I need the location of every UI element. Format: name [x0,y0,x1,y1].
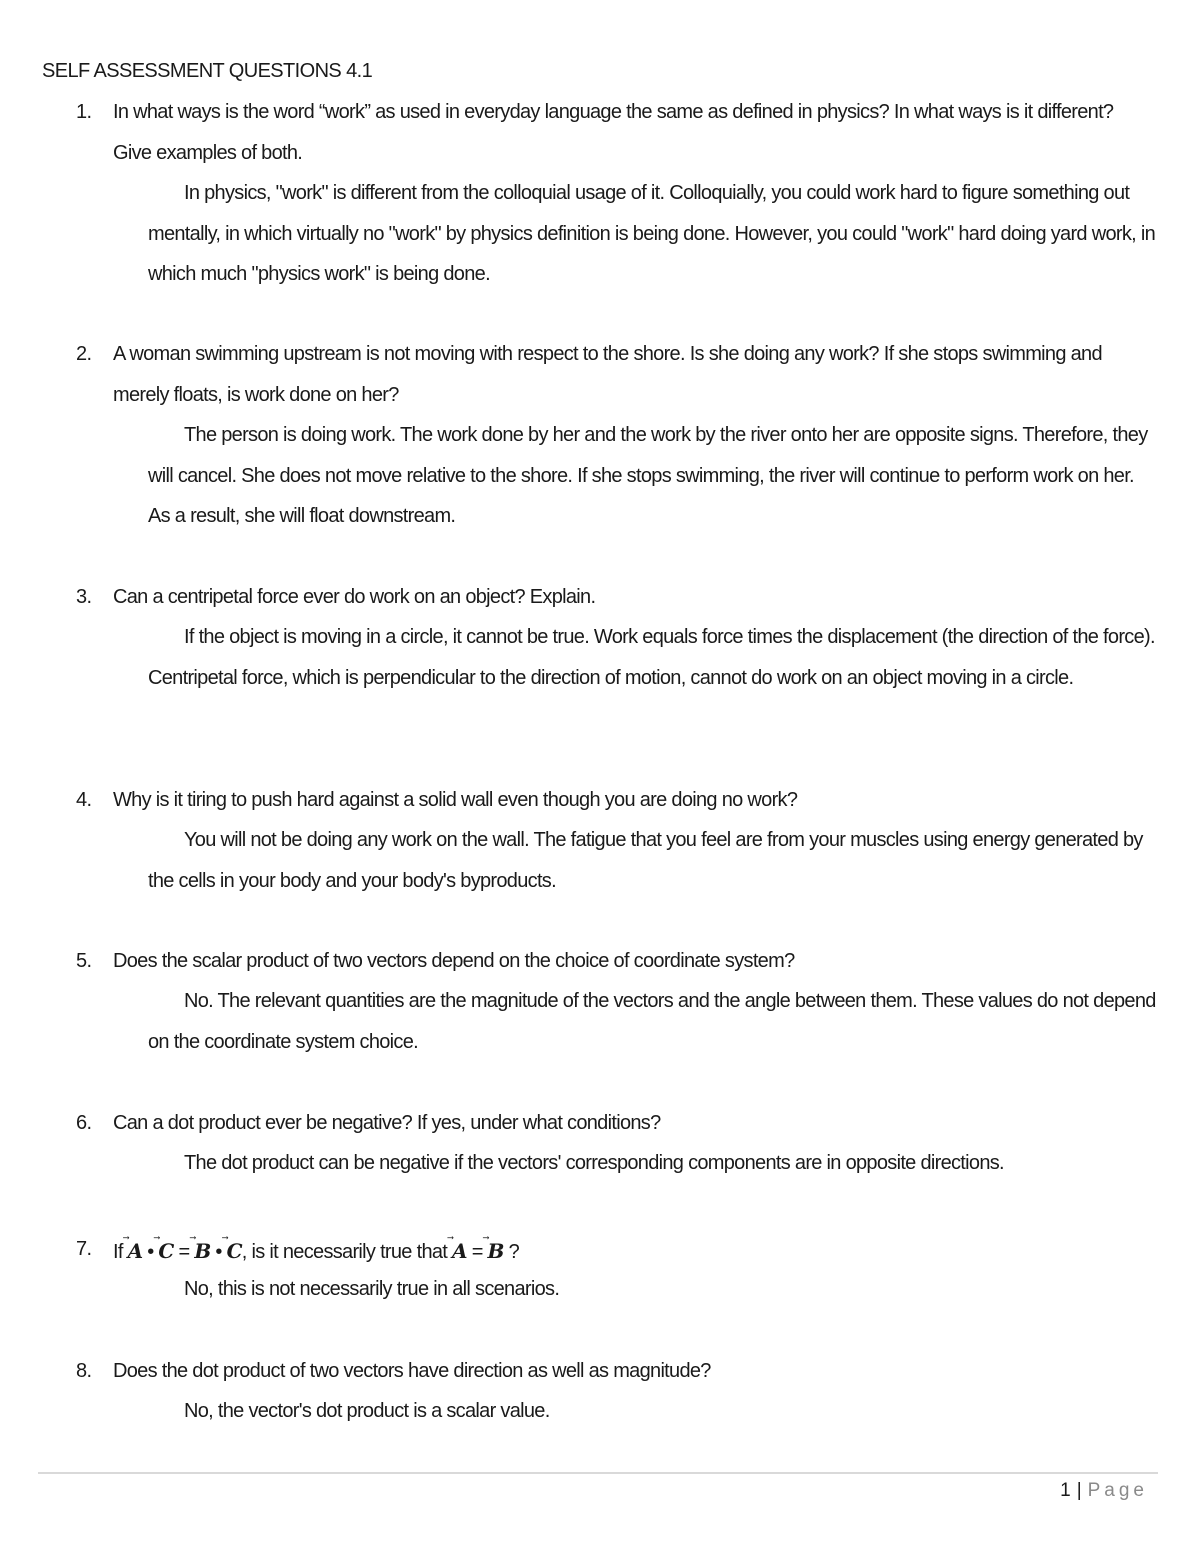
vector-c: C [226,1239,242,1263]
question-text: Does the scalar product of two vectors depend on the choice of coordinate system? [113,950,795,972]
question-middle: is it necessarily true that [246,1241,453,1263]
answer-text: No, the vector's dot product is a scalar value. [184,1400,550,1422]
vector-b: B [487,1239,504,1263]
question-number: 7. [76,1238,92,1260]
question-number: 3. [76,586,92,608]
question-text: In what ways is the word “work” as used in everyday language the same as defined in physics? In what ways is it different? Give examples of both. [113,101,1114,164]
question-number: 6. [76,1112,92,1134]
footer-divider [38,1472,1158,1474]
answer-text: No, this is not necessarily true in all scenarios. [184,1278,560,1300]
vector-a: A [452,1239,467,1263]
document-title: SELF ASSESSMENT QUESTIONS 4.1 [42,60,373,82]
footer-separator: | [1076,1480,1082,1501]
answer-text: No. The relevant quantities are the magnitude of the vectors and the angle between them. These values do not depend on the coordinate system choice. [148,990,1156,1053]
question-number: 4. [76,789,92,811]
page-footer [1060,1478,1148,1504]
vector-b: B [194,1239,211,1263]
question-text [113,1229,1153,1273]
equals-sign: = [466,1241,488,1263]
page-number: 1 [1060,1480,1071,1501]
question-number: 1. [76,101,92,123]
question-number: 8. [76,1360,92,1382]
vector-c: C [158,1239,174,1263]
answer-text: The person is doing work. The work done by her and the work by the river onto her are opposite signs. Therefore, they will cancel. She does not move relative to the shore. If she stops swimming, the river will continue to perform work on her. As a result, she will float downstream. [148,424,1148,527]
vector-a: A [127,1239,143,1263]
question-text: Can a dot product ever be negative? If yes, under what conditions? [113,1112,661,1134]
answer-text: If the object is moving in a circle, it cannot be true. Work equals force times the displacement (the direction of the force). Centripetal force, which is perpendicular to the direction of motion, cannot do work on an object moving in a circle. [148,626,1155,689]
answer-text: In physics, "work" is different from the colloquial usage of it. Colloquially, you could work hard to figure something out mentally, in which virtually no "work" by physics definition is being done. However, you could "work" hard doing yard work, in which much "physics work" is being done. [148,182,1156,285]
comma: , [241,1241,247,1263]
equals-sign: = [173,1241,195,1263]
dot-operator: • [142,1241,159,1263]
question-suffix: ? [503,1241,520,1263]
answer-text: You will not be doing any work on the wall. The fatigue that you feel are from your muscles using energy generated by the cells in your body and your body's byproducts. [148,829,1143,892]
question-text: Why is it tiring to push hard against a solid wall even though you are doing no work? [113,789,798,811]
page-label: Page [1087,1480,1148,1501]
question-number: 5. [76,950,92,972]
question-prefix: If [113,1241,128,1263]
question-text: Can a centripetal force ever do work on an object? Explain. [113,586,596,608]
question-text: Does the dot product of two vectors have direction as well as magnitude? [113,1360,711,1382]
question-text: A woman swimming upstream is not moving with respect to the shore. Is she doing any work? If she stops swimming and merely floats, is work done on her? [113,343,1102,406]
dot-operator: • [210,1241,227,1263]
answer-text: The dot product can be negative if the vectors' corresponding components are in opposite directions. [184,1152,1004,1174]
question-number: 2. [76,343,92,365]
